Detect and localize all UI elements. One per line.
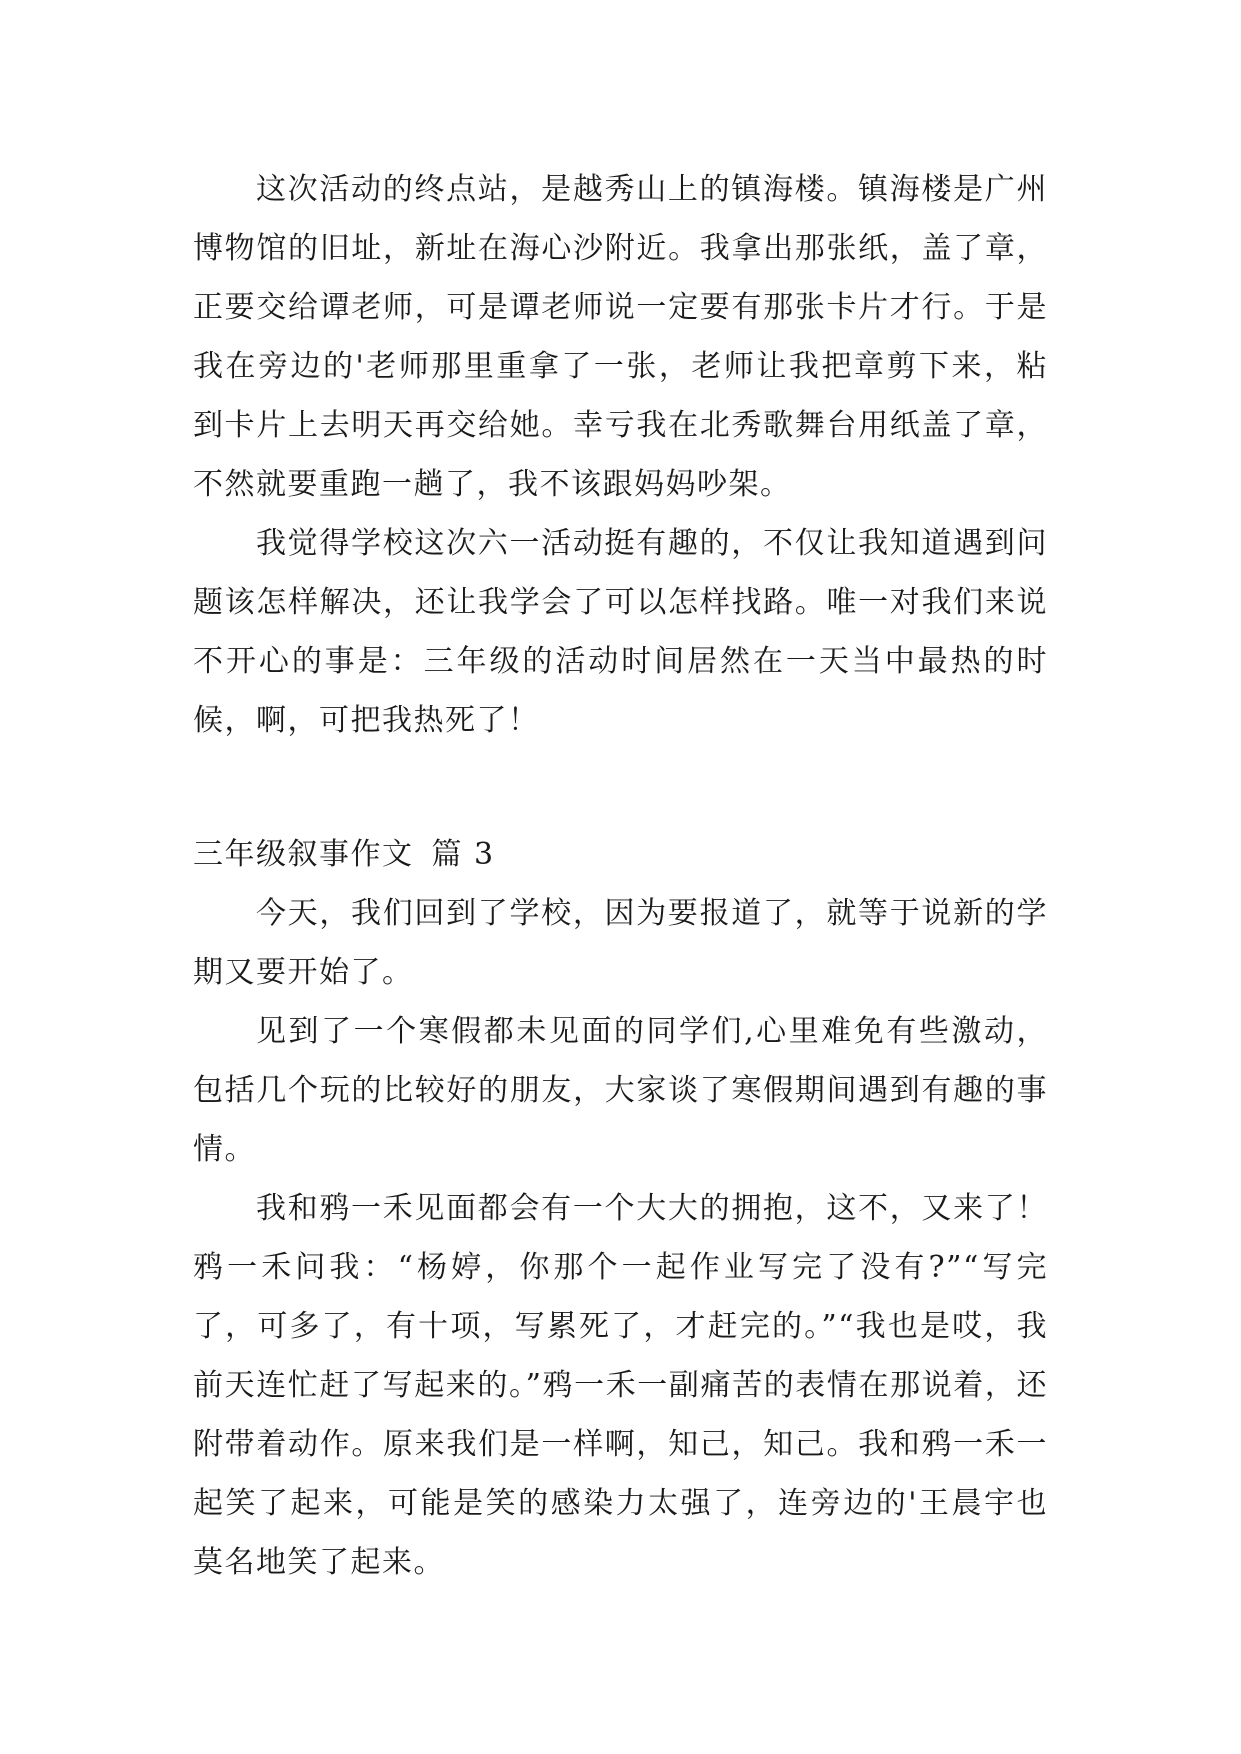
paragraph-meeting-classmates: 见到了一个寒假都未见面的同学们,心里难免有些激动，包括几个玩的比较好的朋友，大家谈了寒假期间遇到有趣的事情。 [193,1014,1048,1167]
paragraph-activity-reflection: 我觉得学校这次六一活动挺有趣的，不仅让我知道遇到问题该怎样解决，还让我学会了可以怎样找路。唯一对我们来说不开心的事是：三年级的活动时间居然在一天当中最热的时候，啊，可把我热死了！ [193,526,1048,738]
section-heading [193,825,1048,884]
section-heading-title: 三年级叙事作文 [193,837,414,872]
paragraph-final-stop: 这次活动的终点站，是越秀山上的镇海楼。镇海楼是广州博物馆的旧址，新址在海心沙附近。我拿出那张纸，盖了章，正要交给谭老师，可是谭老师说一定要有那张卡片才行。于是我在旁边的'老师那里重拿了一张，老师让我把章剪下来，粘到卡片上去明天再交给她。幸亏我在北秀歌舞台用纸盖了章，不然就要重跑一趟了，我不该跟妈妈吵架。 [193,172,1048,502]
paragraph-hug-and-homework: 我和鸦一禾见面都会有一个大大的拥抱，这不，又来了！鸦一禾问我：“杨婷，你那个一起作业写完了没有?”“写完了，可多了，有十项，写累死了，才赶完的。”“我也是哎，我前天连忙赶了写起来的。”鸦一禾一副痛苦的表情在那说着，还附带着动作。原来我们是一样啊，知己，知己。我和鸦一禾一起笑了起来，可能是笑的感染力太强了，连旁边的'王晨宇也莫名地笑了起来。 [193,1191,1048,1580]
document-page [193,160,1048,1592]
paragraph-back-to-school: 今天，我们回到了学校，因为要报道了，就等于说新的学期又要开始了。 [193,896,1048,990]
section-heading-number: 篇 3 [431,837,495,872]
